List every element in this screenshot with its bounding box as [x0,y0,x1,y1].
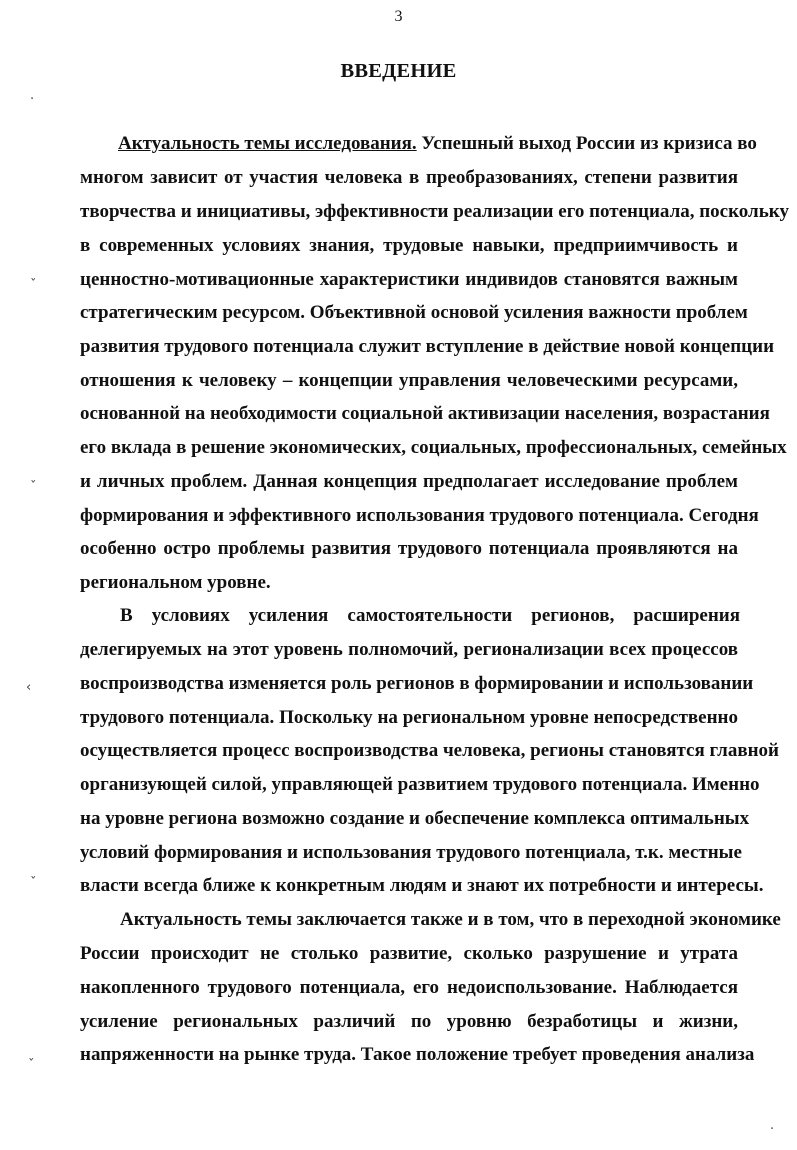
text-line: в современных условиях знания, трудовые навыки, предприимчивость и [80,235,738,256]
scan-mark: ˇ [30,278,37,293]
text-line: накопленного трудового потенциала, его недоиспользование. Наблюдается [80,977,738,998]
scan-mark: ˇ [30,876,37,891]
text-line: осуществляется процесс воспроизводства человека, регионы становятся главной [80,740,780,761]
text-line: трудового потенциала. Поскольку на региональном уровне непосредственно [80,707,738,728]
page-title: ВВЕДЕНИЕ [340,60,457,82]
text-line: власти всегда ближе к конкретным людям и знают их потребности и интересы. [80,875,764,896]
text-line: ценностно-мотивационные характеристики индивидов становятся важным [80,269,738,290]
text-line: Актуальность темы исследования. Успешный выход России из кризиса во [118,133,757,154]
text-line: формирования и эффективного использования трудового потенциала. Сегодня [80,505,759,526]
scan-mark: ˇ [30,480,37,495]
text-line: и личных проблем. Данная концепция предполагает исследование проблем [80,471,738,492]
text-line: отношения к человеку – концепции управления человеческими ресурсами, [80,370,738,391]
scan-mark: ‹ [26,680,32,695]
scan-mark: · [770,1122,775,1137]
scan-mark: · [30,92,35,107]
text-line: делегируемых на этот уровень полномочий, регионализации всех процессов [80,639,738,660]
page-number: 3 [394,8,403,25]
scan-mark: ˇ [28,1058,35,1073]
text-line: В условиях усиления самостоятельности регионов, расширения [120,605,740,626]
text-line: воспроизводства изменяется роль регионов в формировании и использовании [80,673,754,694]
text-line: организующей силой, управляющей развитием трудового потенциала. Именно [80,774,760,795]
text-line: творчества и инициативы, эффективности реализации его потенциала, поскольку [80,201,789,222]
section-lead: Актуальность темы исследования. [118,133,417,154]
text-line: условий формирования и использования трудового потенциала, т.к. местные [80,842,742,863]
text-line: многом зависит от участия человека в преобразованиях, степени развития [80,167,738,188]
text-line: Актуальность темы заключается также и в том, что в переходной экономике [120,909,781,930]
text-line: стратегическим ресурсом. Объективной основой усиления важности проблем [80,302,748,323]
text-line: усиление региональных различий по уровню безработицы и жизни, [80,1011,738,1032]
text-line: основанной на необходимости социальной активизации населения, возрастания [80,403,770,424]
text-line: его вклада в решение экономических, социальных, профессиональных, семейных [80,437,787,458]
text-line: напряженности на рынке труда. Такое положение требует проведения анализа [80,1044,755,1065]
text-line: на уровне региона возможно создание и обеспечение комплекса оптимальных [80,808,750,829]
text-line: региональном уровне. [80,572,271,593]
text-line: особенно остро проблемы развития трудового потенциала проявляются на [80,538,738,559]
text-line: развития трудового потенциала служит вступление в действие новой концепции [80,336,775,357]
text-line: России происходит не столько развитие, сколько разрушение и утрата [80,943,738,964]
